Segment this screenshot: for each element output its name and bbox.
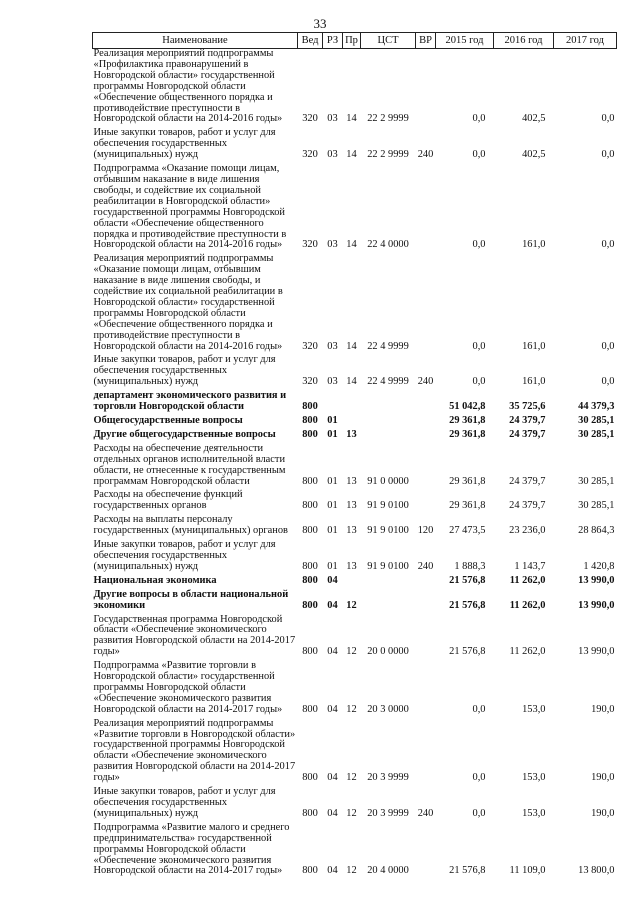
row-ved: 800 <box>302 415 318 426</box>
row-2017: 13 990,0 <box>578 599 615 611</box>
row-2017: 190,0 <box>591 807 615 819</box>
row-vr: 240 <box>417 560 434 572</box>
row-vr <box>416 416 436 430</box>
table-header-row <box>93 33 617 49</box>
row-rz: 04 <box>327 865 338 877</box>
table-row <box>93 515 617 540</box>
row-ved: 320 <box>302 340 318 352</box>
row-2016: 161,0 <box>522 239 546 251</box>
header-pr: Пр <box>343 33 361 49</box>
row-name: Подпрограмма «Развитие малого и среднего предпринимательства» государственной программы Новгородской области «Обеспечение экономического развития Новгородской области на 2014-2017 годы» <box>93 821 290 877</box>
row-cst: 20 3 9999 <box>367 807 409 819</box>
table-row <box>93 661 617 719</box>
row-rz: 01 <box>327 475 338 487</box>
row-pr: 12 <box>346 865 357 877</box>
row-2015: 29 361,8 <box>449 415 486 426</box>
row-ved: 800 <box>302 560 318 572</box>
header-vr: ВР <box>416 33 436 49</box>
table-row <box>93 164 617 254</box>
header-2015: 2015 год <box>436 33 494 49</box>
row-ved: 800 <box>302 574 318 586</box>
row-rz: 03 <box>327 340 338 352</box>
row-pr: 12 <box>346 646 357 658</box>
row-pr: 14 <box>346 239 357 251</box>
row-vr <box>416 430 436 444</box>
table-row <box>93 355 617 391</box>
row-pr: 14 <box>346 149 357 161</box>
row-cst <box>361 576 416 590</box>
row-cst: 20 3 9999 <box>367 772 409 784</box>
row-2015: 1 888,3 <box>454 560 486 572</box>
table-row <box>93 490 617 515</box>
table-row <box>93 128 617 164</box>
row-rz: 01 <box>327 428 338 440</box>
table-row <box>93 823 617 881</box>
table-row <box>93 391 617 416</box>
row-2017: 44 379,3 <box>578 401 615 413</box>
row-name: Иные закупки товаров, работ и услуг для обеспечения государственных (муниципальных) нужд <box>93 354 276 388</box>
header-2017: 2017 год <box>554 33 617 49</box>
row-2015: 29 361,8 <box>449 500 486 512</box>
row-2015: 21 576,8 <box>449 574 486 586</box>
row-name: Другие вопросы в области национальной экономики <box>93 588 289 611</box>
row-2016: 153,0 <box>522 807 546 819</box>
row-vr <box>416 719 436 787</box>
row-2016: 1 143,7 <box>514 560 546 572</box>
row-2016: 24 379,7 <box>509 500 546 512</box>
row-2017: 30 285,1 <box>578 415 615 426</box>
row-vr: 240 <box>417 807 434 819</box>
row-rz: 04 <box>327 807 338 819</box>
row-pr: 14 <box>346 113 357 125</box>
row-vr <box>416 164 436 254</box>
row-pr: 12 <box>346 772 357 784</box>
row-vr <box>416 254 436 355</box>
row-pr: 14 <box>346 340 357 352</box>
row-2016: 402,5 <box>522 149 546 161</box>
row-2017: 0,0 <box>601 376 615 388</box>
row-2016: 23 236,0 <box>509 525 546 537</box>
row-cst: 22 4 9999 <box>367 376 409 388</box>
page-number: 33 <box>313 16 327 31</box>
row-cst: 22 2 9999 <box>367 113 409 125</box>
row-cst: 22 4 9999 <box>367 340 409 352</box>
row-pr: 13 <box>346 525 357 537</box>
row-2016: 24 379,7 <box>509 415 546 426</box>
row-2015: 29 361,8 <box>449 475 486 487</box>
row-2017: 190,0 <box>591 703 615 715</box>
row-2016: 153,0 <box>522 703 546 715</box>
row-rz: 03 <box>327 113 338 125</box>
row-vr: 240 <box>417 376 434 388</box>
table-row <box>93 787 617 823</box>
row-2015: 0,0 <box>472 772 486 784</box>
row-rz: 01 <box>327 415 338 426</box>
row-name: Расходы на обеспечение деятельности отдельных органов исполнительной власти области, не отнесенные к государственным программам Новгородской области <box>93 442 286 487</box>
row-2017: 190,0 <box>591 772 615 784</box>
row-cst <box>361 430 416 444</box>
row-2016: 11 262,0 <box>509 599 546 611</box>
row-ved: 800 <box>302 500 318 512</box>
row-pr: 13 <box>346 475 357 487</box>
row-name: Расходы на обеспечение функций государственных органов <box>93 489 243 512</box>
table-row <box>93 254 617 355</box>
row-vr <box>416 391 436 416</box>
table-row <box>93 576 617 590</box>
row-pr: 12 <box>346 599 357 611</box>
row-cst: 91 0 0000 <box>367 475 409 487</box>
row-ved: 800 <box>302 703 318 715</box>
row-2015: 0,0 <box>472 703 486 715</box>
row-vr <box>416 661 436 719</box>
row-name: Иные закупки товаров, работ и услуг для обеспечения государственных (муниципальных) нужд <box>93 539 276 572</box>
row-ved: 800 <box>302 865 318 877</box>
row-ved: 320 <box>302 239 318 251</box>
row-ved: 320 <box>302 376 318 388</box>
row-2017: 0,0 <box>601 113 615 125</box>
row-cst: 22 2 9999 <box>367 149 409 161</box>
row-2015: 21 576,8 <box>449 646 486 658</box>
row-ved: 800 <box>302 646 318 658</box>
row-2017: 13 990,0 <box>578 646 615 658</box>
row-vr: 120 <box>417 525 434 537</box>
row-rz: 03 <box>327 149 338 161</box>
row-2015: 21 576,8 <box>449 599 486 611</box>
row-2017: 1 420,8 <box>583 560 615 572</box>
row-2017: 30 285,1 <box>578 428 615 440</box>
row-name: Другие общегосударственные вопросы <box>93 428 276 440</box>
row-name: Подпрограмма «Оказание помощи лицам, отбывшим наказание в виде лишения свободы, и содействие их социальной реабилитации в Новгородской области» государственной программы Новгородской области «Обеспечение общественного порядка и противодействие преступности в Новгородской области на 2014-2016 годы» <box>93 163 287 251</box>
row-name: Иные закупки товаров, работ и услуг для обеспечения государственных (муниципальных) нужд <box>93 127 276 161</box>
row-2017: 30 285,1 <box>578 475 615 487</box>
row-2017: 0,0 <box>601 340 615 352</box>
row-vr <box>416 590 436 615</box>
row-rz: 03 <box>327 239 338 251</box>
row-vr <box>416 576 436 590</box>
row-ved: 320 <box>302 113 318 125</box>
row-2016: 24 379,7 <box>509 475 546 487</box>
row-name: Реализация мероприятий подпрограммы «Развитие торговли в Новгородской области» государственной программы Новгородской области «Обеспечение экономического развития Новгородской области на 2014-2017 годы» <box>93 717 296 784</box>
row-cst: 20 3 0000 <box>367 703 409 715</box>
row-2017: 28 864,3 <box>578 525 615 537</box>
header-name: Наименование <box>93 33 298 49</box>
row-ved: 320 <box>302 149 318 161</box>
row-rz: 04 <box>327 772 338 784</box>
row-2016: 161,0 <box>522 340 546 352</box>
row-2017: 0,0 <box>601 149 615 161</box>
table-body <box>93 49 617 881</box>
row-ved: 800 <box>302 401 318 413</box>
row-cst: 20 0 0000 <box>367 646 409 658</box>
row-vr <box>416 490 436 515</box>
row-2016: 402,5 <box>522 113 546 125</box>
table-row <box>93 615 617 662</box>
row-2016: 11 262,0 <box>509 646 546 658</box>
row-2015: 51 042,8 <box>449 401 486 413</box>
table-row <box>93 49 617 129</box>
table-row <box>93 444 617 491</box>
row-name: Национальная экономика <box>93 574 217 586</box>
row-vr <box>416 444 436 491</box>
row-rz: 03 <box>327 376 338 388</box>
row-2015: 29 361,8 <box>449 428 486 440</box>
row-2016: 161,0 <box>522 376 546 388</box>
row-2016: 11 109,0 <box>509 865 546 877</box>
row-2015: 21 576,8 <box>449 865 486 877</box>
row-name: Расходы на выплаты персоналу государственных (муниципальных) органов <box>93 514 288 537</box>
row-2016: 24 379,7 <box>509 428 546 440</box>
row-2017: 30 285,1 <box>578 500 615 512</box>
row-2016: 35 725,6 <box>509 401 546 413</box>
row-rz: 01 <box>327 500 338 512</box>
row-2015: 0,0 <box>472 113 486 125</box>
row-cst: 91 9 0100 <box>367 560 409 572</box>
row-2015: 0,0 <box>472 807 486 819</box>
row-rz <box>323 391 343 416</box>
row-rz: 01 <box>327 525 338 537</box>
row-2015: 0,0 <box>472 376 486 388</box>
row-ved: 800 <box>302 772 318 784</box>
row-vr <box>416 615 436 662</box>
row-2016: 11 262,0 <box>509 574 546 586</box>
row-name: Иные закупки товаров, работ и услуг для обеспечения государственных (муниципальных) нужд <box>93 786 276 819</box>
row-rz: 04 <box>327 703 338 715</box>
row-cst: 91 9 0100 <box>367 500 409 512</box>
row-vr <box>416 49 436 129</box>
row-2017: 13 990,0 <box>578 574 615 586</box>
row-pr: 13 <box>346 560 357 572</box>
table-row <box>93 540 617 576</box>
row-rz: 04 <box>327 646 338 658</box>
row-rz: 04 <box>327 574 338 586</box>
row-2015: 27 473,5 <box>449 525 486 537</box>
table-row <box>93 416 617 430</box>
row-pr: 13 <box>346 500 357 512</box>
row-ved: 800 <box>302 475 318 487</box>
row-ved: 800 <box>302 428 318 440</box>
row-pr: 14 <box>346 376 357 388</box>
row-name: департамент экономического развития и торговли Новгородской области <box>93 390 287 413</box>
row-pr: 12 <box>346 807 357 819</box>
budget-table <box>92 32 617 880</box>
row-pr <box>343 391 361 416</box>
row-pr <box>343 416 361 430</box>
row-cst <box>361 590 416 615</box>
row-ved: 800 <box>302 807 318 819</box>
row-vr <box>416 823 436 881</box>
row-2016: 153,0 <box>522 772 546 784</box>
header-2016: 2016 год <box>494 33 554 49</box>
row-name: Государственная программа Новгородской области «Обеспечение экономического развития Новгородской области на 2014-2017 годы» <box>93 613 296 658</box>
row-2015: 0,0 <box>472 239 486 251</box>
row-pr <box>343 576 361 590</box>
row-ved: 800 <box>302 525 318 537</box>
row-name: Общегосударственные вопросы <box>93 415 243 426</box>
table-row <box>93 719 617 787</box>
table-row <box>93 590 617 615</box>
row-name: Реализация мероприятий подпрограммы «Профилактика правонарушений в Новгородской области» государственной программы Новгородской области «Обеспечение общественного порядка и противодействие преступности в Новгородской области на 2014-2016 годы» <box>93 48 283 125</box>
row-pr: 13 <box>346 428 357 440</box>
row-cst: 22 4 0000 <box>367 239 409 251</box>
header-rz: РЗ <box>323 33 343 49</box>
row-2015: 0,0 <box>472 149 486 161</box>
row-pr: 12 <box>346 703 357 715</box>
header-ved: Вед <box>298 33 323 49</box>
row-cst <box>361 416 416 430</box>
row-cst: 20 4 0000 <box>367 865 409 877</box>
table-row <box>93 430 617 444</box>
row-cst <box>361 391 416 416</box>
row-2017: 0,0 <box>601 239 615 251</box>
row-2015: 0,0 <box>472 340 486 352</box>
row-cst: 91 9 0100 <box>367 525 409 537</box>
header-cst: ЦСТ <box>361 33 416 49</box>
row-2017: 13 800,0 <box>578 865 615 877</box>
row-rz: 01 <box>327 560 338 572</box>
row-ved: 800 <box>302 599 318 611</box>
row-name: Реализация мероприятий подпрограммы «Оказание помощи лицам, отбывшим наказание в виде лишения свободы, и содействие их социальной реабилитации в Новгородской области» государственной программы Новгородской области «Обеспечение общественного порядка и противодействие преступности в Новгородской области на 2014-2016 годы» <box>93 253 283 352</box>
row-rz: 04 <box>327 599 338 611</box>
row-name: Подпрограмма «Развитие торговли в Новгородской области» государственной программы Новгородской области «Обеспечение экономического развития Новгородской области на 2014-2017 годы» <box>93 660 283 715</box>
row-vr: 240 <box>417 149 434 161</box>
